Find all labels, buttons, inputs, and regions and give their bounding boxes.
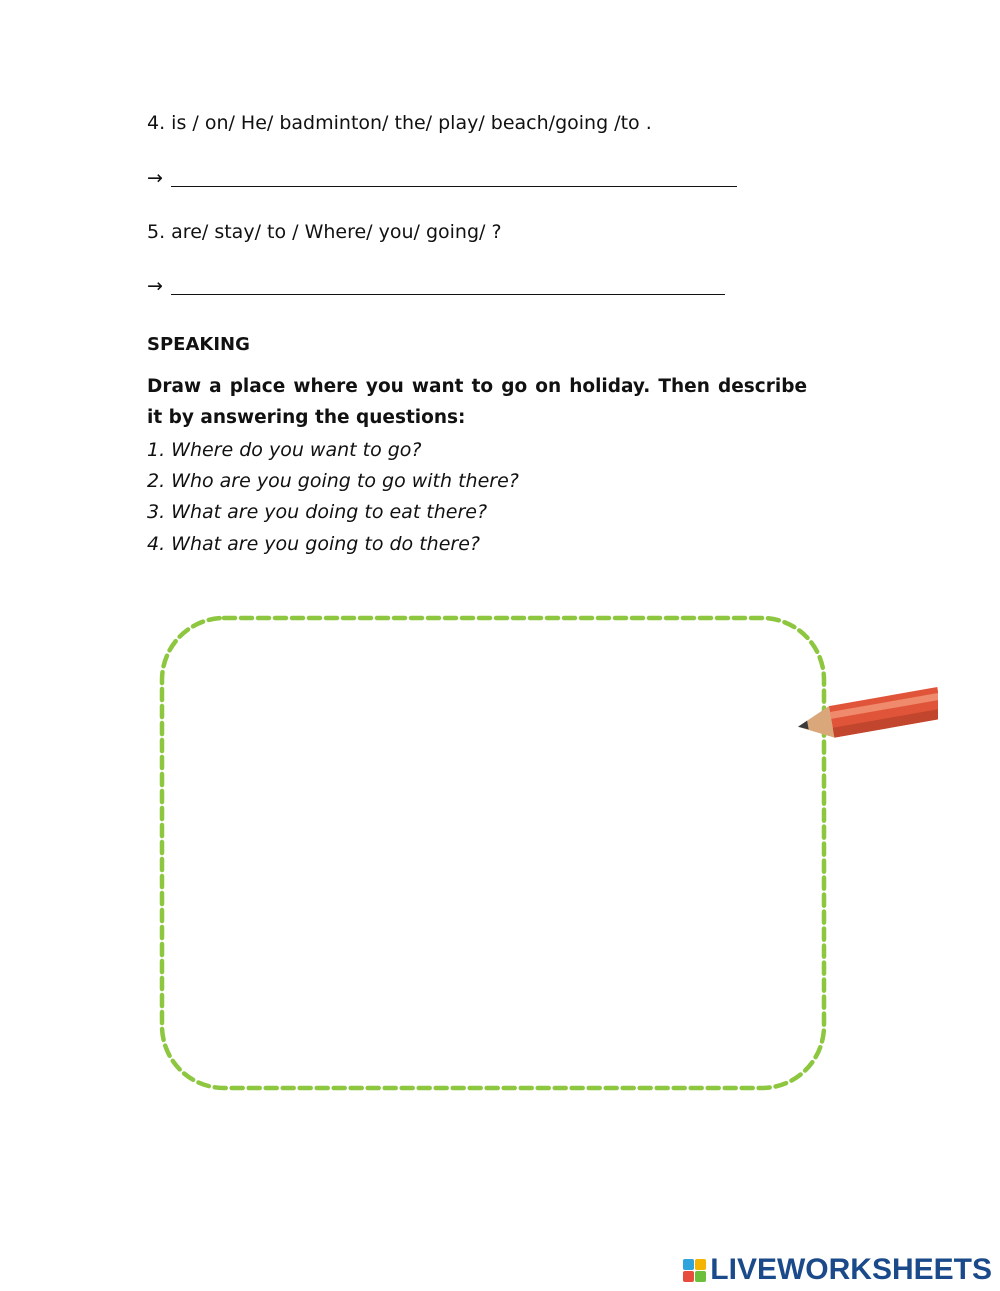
arrow-icon: → [147, 275, 163, 297]
logo-square [683, 1271, 694, 1282]
exercise-5-prompt: 5. are/ stay/ to / Where/ you/ going/ ? [147, 221, 502, 243]
question-2: 2. Who are you going to go with there? [147, 470, 519, 492]
question-3: 3. What are you doing to eat there? [147, 501, 488, 523]
logo-square [695, 1271, 706, 1282]
pencil-icon [793, 680, 938, 750]
logo-square [695, 1259, 706, 1270]
arrow-icon: → [147, 167, 163, 189]
speaking-instruction: Draw a place where you want to go on holiday. Then describe it by answering the questions: [147, 376, 807, 428]
drawing-area-border [162, 618, 824, 1088]
question-1: 1. Where do you want to go? [147, 439, 422, 461]
pencil-lead [797, 721, 808, 732]
logo-square [683, 1259, 694, 1270]
logo-mark [683, 1259, 706, 1282]
question-4: 4. What are you going to do there? [147, 533, 480, 555]
section-heading-speaking: SPEAKING [147, 334, 250, 355]
logo-text: LIVEWORKSHEETS [710, 1253, 992, 1286]
liveworksheets-logo [683, 1255, 992, 1285]
exercise-4-prompt: 4. is / on/ He/ badminton/ the/ play/ beach/going /to . [147, 112, 652, 134]
